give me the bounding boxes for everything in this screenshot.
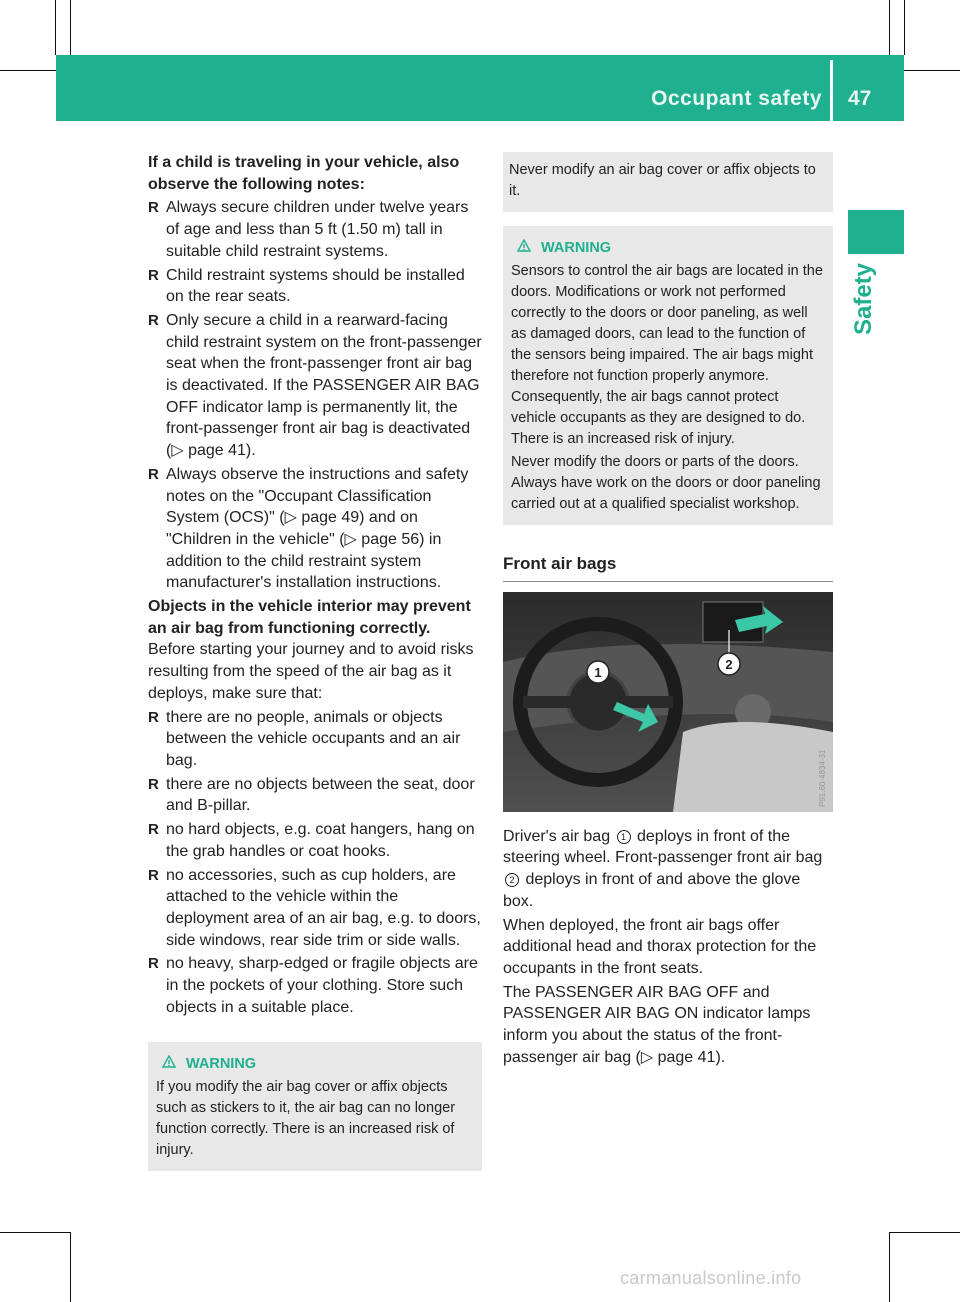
figure-code: P91.60-4834-31: [818, 749, 827, 807]
warning-box-door-sensors: [503, 226, 833, 525]
list-item: R Only secure a child in a rearward-facing child restraint system on the front-passenger seat when the front-passenger front air bag is deactivated. If the PASSENGER AIR BAG OFF indicator lamp is permanently lit, the front-passenger front air bag is deactivated (▷ page 41).: [148, 311, 482, 460]
list-item: R Always observe the instructions and safety notes on the "Occupant Classification System (OCS)" (▷ page 49) and on "Children in the vehicle" (▷ page 56) in addition to the child restraint system manufacturer's installation instructions.: [148, 465, 469, 592]
list-item: R no hard objects, e.g. coat hangers, hang on the grab handles or coat hooks.: [148, 821, 475, 860]
paragraph-protection: When deployed, the front air bags offer additional head and thorax protection for the occupants in the front seats.: [503, 916, 817, 977]
crop-mark: [904, 0, 905, 55]
paragraph-indicator-lamps: The PASSENGER AIR BAG OFF and PASSENGER AIR BAG ON indicator lamps inform you about the status of the front-passenger air bag (▷ page 41).: [503, 983, 811, 1066]
warning-title: WARNING: [156, 1054, 474, 1075]
list-item: R Always secure children under twelve years of age and less than 5 ft (1.50 m) tall in suitable child restraint systems.: [148, 199, 469, 260]
list-item: R Child restraint systems should be installed on the rear seats.: [148, 266, 465, 306]
crop-mark: [0, 1232, 70, 1233]
warning-title: WARNING: [511, 238, 825, 259]
note-box-continued: Never modify an air bag cover or affix objects to it.: [503, 152, 833, 212]
warning-triangle-icon: [517, 238, 531, 259]
crop-mark: [55, 0, 56, 55]
warning-text-2: Never modify the doors or parts of the doors. Always have work on the doors or door paneling carried out at a qualified specialist workshop.: [511, 454, 821, 512]
callout-2-label: 2: [725, 656, 733, 672]
dashboard-drawing: [503, 592, 833, 812]
objects-intro: Before starting your journey and to avoid risks resulting from the speed of the air bag as it deploys, make sure that:: [148, 641, 474, 702]
list-item: R no accessories, such as cup holders, are attached to the vehicle within the deployment area of an air bag, e.g. to doors, side windows, rear side trim or side walls.: [148, 866, 481, 949]
left-column: [148, 152, 482, 1171]
crop-mark: [889, 1232, 890, 1302]
warning-triangle-icon: [162, 1054, 176, 1075]
list-item: R there are no objects between the seat, door and B-pillar.: [148, 775, 475, 815]
objects-list: [148, 707, 482, 1019]
section-heading-front-air-bags: Front air bags: [503, 553, 833, 582]
crop-mark: [889, 1232, 960, 1233]
warning-text: If you modify the air bag cover or affix objects such as stickers to it, the air bag can no longer function correctly. There is an increased risk of injury.: [156, 1079, 456, 1159]
watermark: carmanualsonline.info: [620, 1268, 802, 1288]
page-title: Occupant safety: [651, 87, 822, 110]
right-column: [503, 152, 833, 1068]
callout-1-label: 1: [594, 664, 602, 680]
crop-mark: [70, 1232, 71, 1302]
warning-box-modify-cover: [148, 1042, 482, 1171]
side-tab-label: Safety: [850, 262, 877, 335]
front-air-bags-illustration: [503, 592, 833, 812]
list-item: R there are no people, animals or objects between the vehicle occupants and an air bag.: [148, 708, 461, 769]
warning-text: Sensors to control the air bags are located in the doors. Modifications or work not performed correctly to the doors or door paneling, as well as damaged doors, can lead to the function of the sensors being impaired. The air bags might therefore not function properly anymore. Consequently, the air bags cannot protect vehicle occupants as they are designed to do. There is an increased risk of injury.: [511, 263, 823, 447]
child-notes-list: [148, 197, 482, 594]
intro-heading: If a child is traveling in your vehicle, also observe the following notes:: [148, 154, 460, 193]
paragraph-airbag-deploy: Driver's air bag 1 deploys in front of the steering wheel. Front-passenger front air bag 2 deploys in front of and above the glove box.: [503, 827, 823, 910]
page-number: 47: [848, 87, 872, 110]
objects-heading: Objects in the vehicle interior may prevent an air bag from functioning correctly.: [148, 598, 471, 637]
side-tab-marker: [848, 210, 904, 254]
header-separator: [830, 60, 833, 121]
callout-ref-1: 1: [617, 830, 631, 844]
list-item: R no heavy, sharp-edged or fragile objects are in the pockets of your clothing. Store such objects in a suitable place.: [148, 955, 478, 1016]
callout-ref-2: 2: [505, 873, 519, 887]
